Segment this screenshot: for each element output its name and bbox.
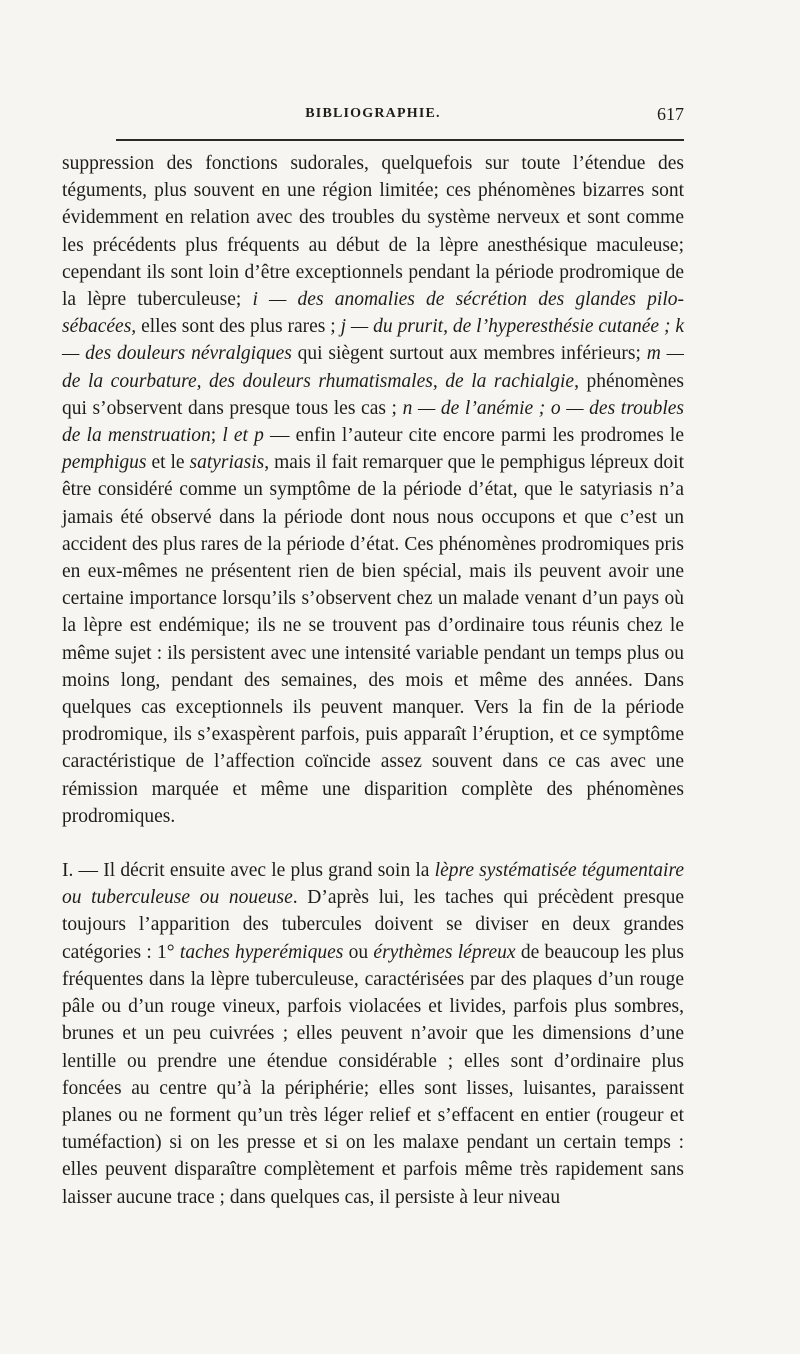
italic-run: l et p <box>222 425 264 447</box>
italic-run: taches hyperémiques <box>179 941 344 963</box>
text-run: et le <box>146 452 190 474</box>
italic-run: n — de l’anémie ; o — des troubles de la menstruation <box>62 397 684 447</box>
page-number: 617 <box>657 104 684 124</box>
running-header <box>62 102 684 126</box>
italic-run: j — du prurit, de l’hyperesthésie cutanée ; k — des douleurs névralgiques <box>62 316 684 365</box>
text-run: — enfin l’auteur cite encore parmi les prodromes le <box>263 425 684 447</box>
body-text <box>62 150 684 1211</box>
italic-run: m — de la courbature, des douleurs rhumatismales, de la rachialgie <box>62 343 684 392</box>
running-title: BIBLIOGRAPHIE. <box>305 106 441 121</box>
text-run: ou <box>343 941 374 963</box>
italic-run: pemphigus <box>62 452 147 474</box>
text-run: . D’après lui, les taches qui précèdent presque toujours l’apparition des tubercules doivent se diviser en deux grandes catégories : 1° <box>62 887 684 963</box>
header-rule <box>116 139 684 141</box>
italic-run: i — des anomalies de sécrétion des glandes pilo-sébacées, <box>62 289 684 338</box>
text-run: suppression des fonctions sudorales, quelquefois sur toute l’étendue des téguments, plus souvent en une région limitée; ces phénomènes bizarres sont évidemment en relation avec des troubles du système nerveux et sont comme les précédents plus fréquents au début de la lèpre anesthésique maculeuse; cependant ils sont loin d’être exceptionnels pendant la période prodromique de la lèpre tuberculeuse; <box>62 153 684 311</box>
italic-run: érythèmes lépreux <box>373 941 516 963</box>
text-run: qui siègent surtout aux membres inférieurs; <box>291 343 647 365</box>
text-run: elles sont des plus rares ; <box>136 316 341 338</box>
text-run: de beaucoup les plus fréquentes dans la lèpre tuberculeuse, caractérisées par des plaques d’un rouge pâle ou d’un rouge vineux, parfois violacées et livides, parfois plus sombres, brunes et un peu cuivrées ; elles peuvent n’avoir que les dimensions d’une lentille ou prendre une étendue considérable ; elles sont d’ordinaire plus foncées au centre qu’à la périphérie; elles sont lisses, luisantes, paraissent planes ou ne forment qu’un très léger relief et s’effacent en entier (rougeur et tuméfaction) si on les presse et si on les malaxe pendant un certain temps : elles peuvent disparaître complètement et parfois même très rapidement sans laisser aucune trace ; dans quelques cas, il persiste à leur niveau <box>62 941 684 1208</box>
paragraph-prodromes <box>62 150 684 830</box>
text-run: , mais il fait remarquer que le pemphigus lépreux doit être considéré comme un symptôme de la période d’état, que le satyriasis n’a jamais été observé dans la période dont nous nous occupons et que c’est un accident des plus rares de la période d’état. Ces phénomènes prodromiques pris en eux-mêmes ne présentent rien de bien spécial, mais ils peuvent avoir une certaine importance lorsqu’ils s’observent chez un malade venant d’un pays où la lèpre est endémique; ils ne se trouvent pas d’ordinaire tous réunis chez le même sujet : ils persistent avec une intensité variable pendant un temps plus ou moins long, pendant des semaines, des mois et même des années. Dans quelques cas exceptionnels ils peuvent manquer. Vers la fin de la période prodromique, ils s’exaspèrent parfois, puis apparaît l’éruption, et ce symptôme caractéristique de l’affection coïncide assez souvent dans ce cas avec une rémission marquée et même une disparition complète des phénomènes prodromiques. <box>62 452 684 827</box>
text-run: I. — Il décrit ensuite avec le plus grand soin la <box>62 860 435 882</box>
paragraph-lepre-tuberculeuse <box>62 857 684 1211</box>
text-run: , phénomènes qui s’observent dans presque tous les cas ; <box>62 370 684 419</box>
italic-run: lèpre systématisée tégumentaire ou tuberculeuse ou noueuse <box>62 860 684 909</box>
italic-run: satyriasis <box>189 452 265 474</box>
text-run: ; <box>210 425 223 447</box>
